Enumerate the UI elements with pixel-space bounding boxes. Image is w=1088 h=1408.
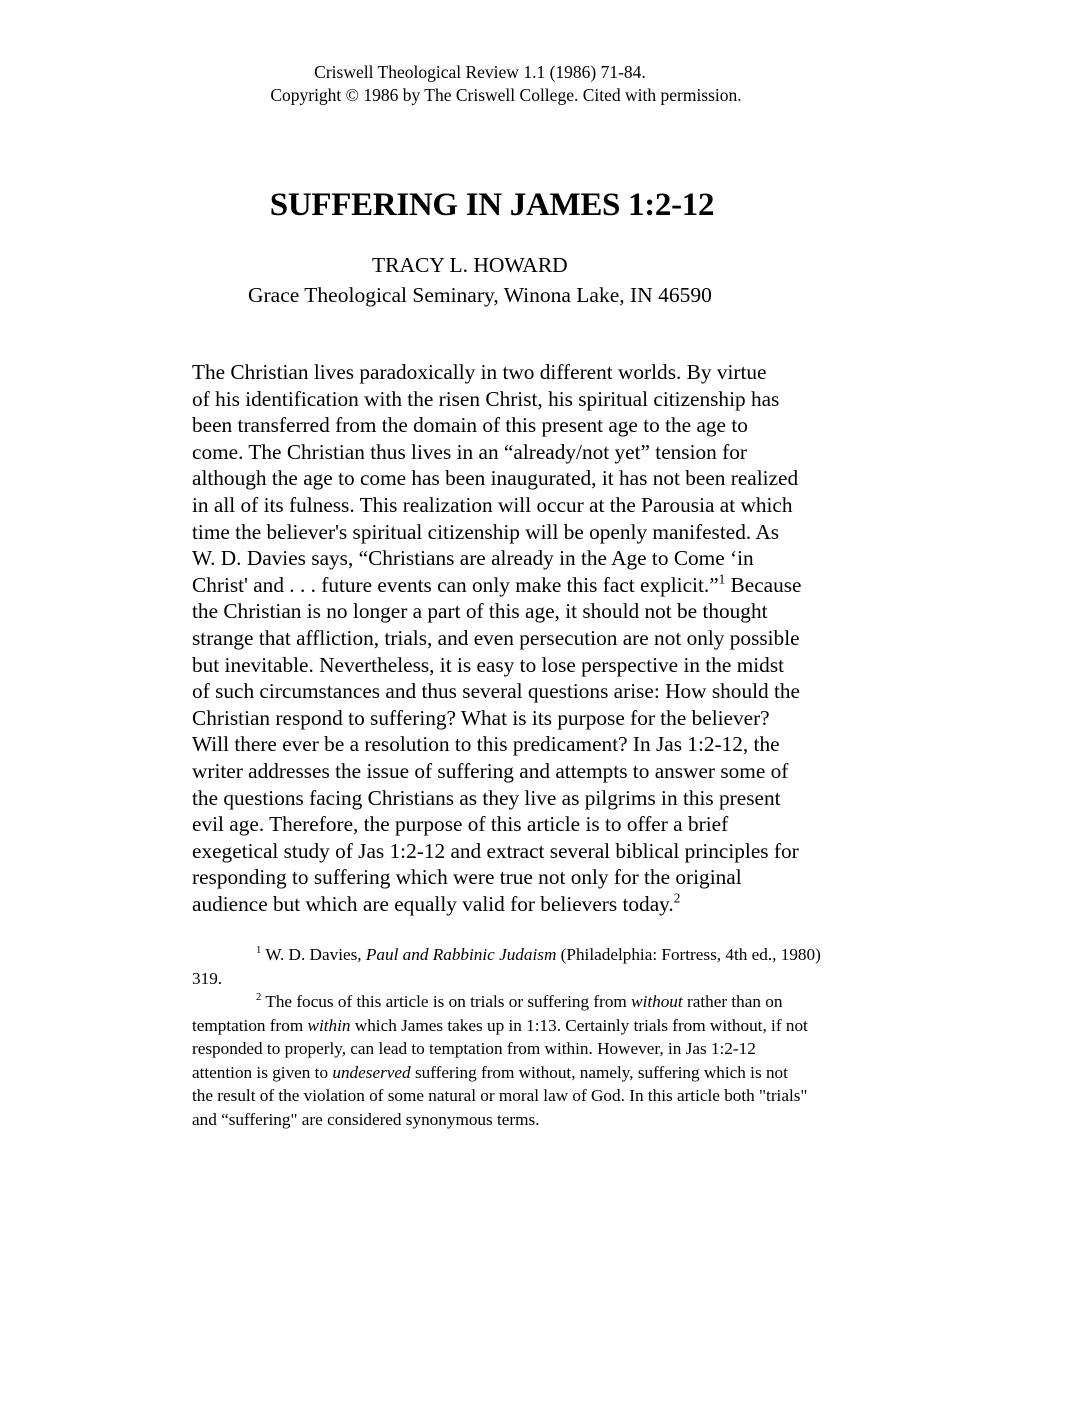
footnote-2-line: and “suffering" are considered synonymous terms. bbox=[192, 1109, 540, 1129]
footnote-2-line bbox=[192, 1014, 912, 1038]
body-line: but inevitable. Nevertheless, it is easy to lose perspective in the midst bbox=[192, 652, 785, 677]
footnote-2 bbox=[192, 990, 912, 1014]
body-line: in all of its fulness. This realization will occur at the Parousia at which bbox=[192, 492, 793, 517]
body-line: of such circumstances and thus several questions arise: How should the bbox=[192, 679, 801, 704]
body-line: the questions facing Christians as they live as pilgrims in this present bbox=[192, 785, 781, 810]
footnote-1-continuation: 319. bbox=[192, 968, 223, 988]
body-line: strange that affliction, trials, and even persecution are not only possible bbox=[192, 625, 800, 650]
footnote-2-emphasis: within bbox=[307, 1015, 351, 1035]
footnote-2-text: temptation from bbox=[192, 1015, 308, 1035]
footnote-1-text: W. D. Davies, bbox=[261, 945, 366, 964]
footnote-2-text: suffering from without, namely, suffering which is not bbox=[410, 1062, 788, 1082]
body-line: the Christian is no longer a part of this age, it should not be thought bbox=[192, 599, 768, 624]
body-line-with-footnote-2 bbox=[192, 891, 872, 918]
article-title: SUFFERING IN JAMES 1:2-12 bbox=[269, 187, 715, 223]
body-line: Will there ever be a resolution to this predicament? In Jas 1:2-12, the bbox=[192, 732, 780, 757]
body-line: exegetical study of Jas 1:2-12 and extract several biblical principles for bbox=[192, 838, 799, 863]
footnote-2-marker: 2 bbox=[256, 992, 262, 1004]
footnote-2-text: attention is given to bbox=[192, 1062, 333, 1082]
footnote-2-text: which James takes up in 1:13. Certainly trials from without, if not bbox=[350, 1015, 808, 1035]
footnote-1-publication: (Philadelphia: Fortress, 4th ed., 1980) bbox=[556, 945, 821, 964]
body-paragraph bbox=[192, 359, 872, 917]
body-line: responding to suffering which were true not only for the original bbox=[192, 865, 742, 890]
footnote-ref-1[interactable]: 1 bbox=[718, 571, 726, 587]
footnote-2-emphasis: undeserved bbox=[332, 1062, 411, 1082]
footnote-1-book-title: Paul and Rabbinic Judaism bbox=[365, 945, 557, 964]
footnote-2-text: rather than on bbox=[682, 992, 783, 1011]
copyright-line: Copyright © 1986 by The Criswell College. Cited with permission. bbox=[270, 85, 742, 105]
author-name: TRACY L. HOWARD bbox=[372, 253, 568, 277]
author-affiliation: Grace Theological Seminary, Winona Lake, IN 46590 bbox=[248, 283, 712, 307]
body-line-tail: Because bbox=[725, 572, 802, 597]
footnote-1 bbox=[192, 943, 912, 967]
body-line: evil age. Therefore, the purpose of this article is to offer a brief bbox=[192, 812, 729, 837]
citation-line: Criswell Theological Review 1.1 (1986) 71-84. bbox=[314, 62, 646, 82]
body-line: Christian respond to suffering? What is its purpose for the believer? bbox=[192, 705, 770, 730]
body-line-text: Christ' and . . . future events can only make this fact explicit.” bbox=[192, 572, 719, 597]
body-line: come. The Christian thus lives in an “already/not yet” tension for bbox=[192, 439, 747, 464]
footnote-2-line: the result of the violation of some natural or moral law of God. In this article both "trials" bbox=[192, 1086, 808, 1105]
footnote-1-marker: 1 bbox=[256, 945, 262, 957]
body-line-with-footnote-1 bbox=[192, 572, 872, 599]
footnote-2-emphasis: without bbox=[631, 992, 683, 1011]
body-line: been transferred from the domain of this present age to the age to bbox=[192, 413, 748, 438]
body-line: of his identification with the risen Christ, his spiritual citizenship has bbox=[192, 386, 780, 411]
body-line: The Christian lives paradoxically in two different worlds. By virtue bbox=[192, 360, 767, 384]
footnote-ref-2[interactable]: 2 bbox=[673, 890, 681, 906]
footnote-2-text: The focus of this article is on trials or suffering from bbox=[261, 992, 632, 1011]
body-line: writer addresses the issue of suffering and attempts to answer some of bbox=[192, 758, 789, 783]
footnotes bbox=[192, 943, 912, 1131]
body-line: although the age to come has been inaugurated, it has not been realized bbox=[192, 466, 799, 491]
footnote-2-line bbox=[192, 1061, 912, 1085]
footnote-2-line: responded to properly, can lead to temptation from within. However, in Jas 1:2-12 bbox=[192, 1039, 756, 1058]
body-line: time the believer's spiritual citizenship will be openly manifested. As bbox=[192, 519, 779, 544]
body-line: W. D. Davies says, “Christians are already in the Age to Come ‘in bbox=[192, 546, 754, 571]
body-line-text: audience but which are equally valid for believers today. bbox=[192, 891, 674, 916]
